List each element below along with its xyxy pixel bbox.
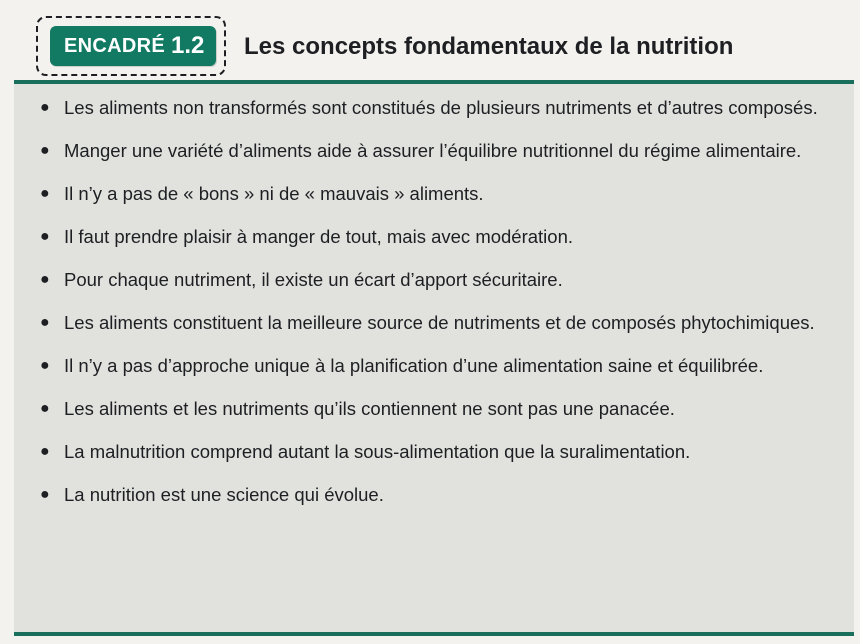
list-item [40, 94, 830, 121]
list-item [40, 395, 830, 422]
concept-list [40, 94, 830, 524]
list-item-text: Les aliments et les nutriments qu’ils contiennent ne sont pas une panacée. [64, 398, 675, 419]
list-item [40, 266, 830, 293]
badge-number: 1.2 [171, 32, 205, 59]
bullet-icon: ● [40, 142, 50, 159]
box-header [0, 0, 860, 78]
list-item [40, 438, 830, 465]
bullet-icon: ● [40, 228, 50, 245]
list-item-text: Manger une variété d’aliments aide à assurer l’équilibre nutritionnel du régime alimentaire. [64, 140, 802, 161]
list-item-text: Pour chaque nutriment, il existe un écart d’apport sécuritaire. [64, 269, 563, 290]
bullet-icon: ● [40, 486, 50, 503]
list-item-text: Les aliments non transformés sont constitués de plusieurs nutriments et d’autres composés. [64, 97, 818, 118]
list-item [40, 352, 830, 379]
list-item [40, 180, 830, 207]
badge-label: ENCADRÉ [64, 34, 165, 57]
bullet-icon: ● [40, 99, 50, 116]
list-item-text: La malnutrition comprend autant la sous-alimentation que la suralimentation. [64, 441, 691, 462]
bullet-icon: ● [40, 400, 50, 417]
box-title: Les concepts fondamentaux de la nutrition [244, 33, 734, 60]
bullet-icon: ● [40, 357, 50, 374]
list-item [40, 223, 830, 250]
list-item-text: La nutrition est une science qui évolue. [64, 484, 384, 505]
box-badge [50, 26, 216, 66]
bullet-icon: ● [40, 443, 50, 460]
bullet-icon: ● [40, 314, 50, 331]
bullet-icon: ● [40, 271, 50, 288]
bullet-icon: ● [40, 185, 50, 202]
list-item [40, 137, 830, 164]
list-item [40, 309, 830, 336]
list-item-text: Il n’y a pas de « bons » ni de « mauvais » aliments. [64, 183, 484, 204]
bottom-divider [14, 632, 854, 636]
list-item-text: Les aliments constituent la meilleure source de nutriments et de composés phytochimiques. [64, 312, 815, 333]
list-item-text: Il faut prendre plaisir à manger de tout, mais avec modération. [64, 226, 574, 247]
list-item [40, 481, 830, 508]
list-item-text: Il n’y a pas d’approche unique à la planification d’une alimentation saine et équilibrée. [64, 355, 764, 376]
